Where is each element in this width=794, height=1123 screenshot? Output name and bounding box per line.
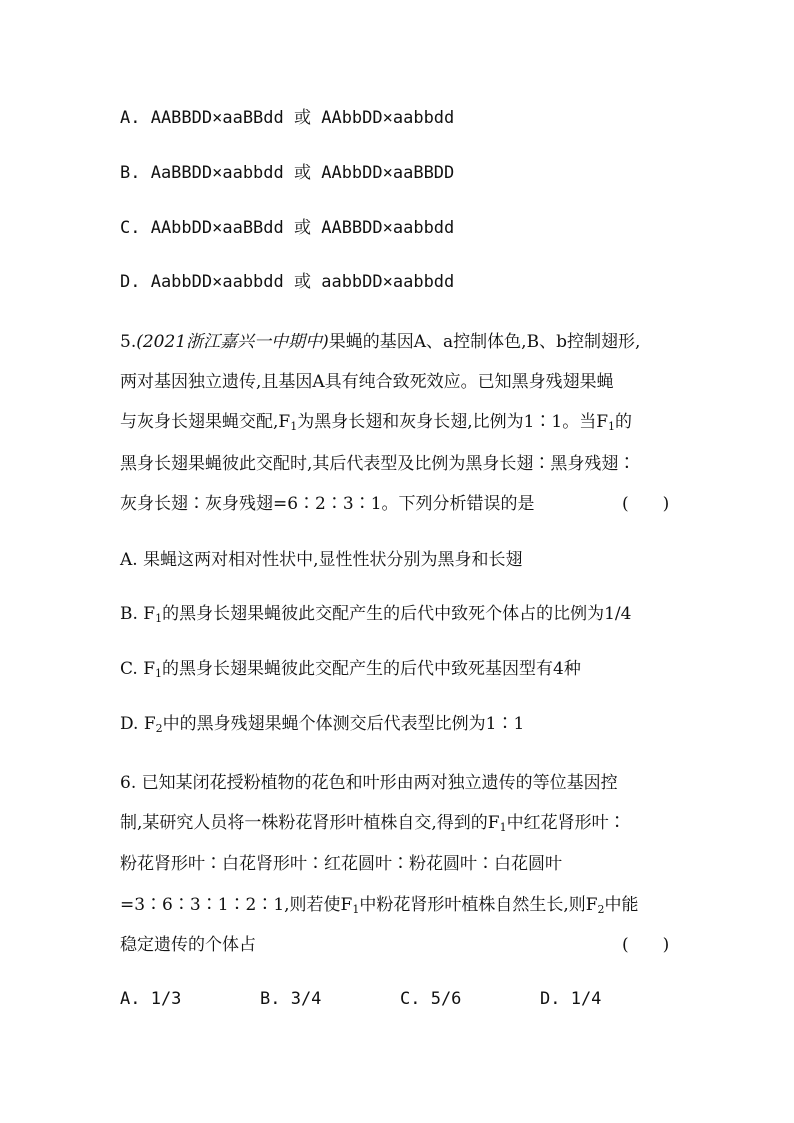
q6-line4-b: 中粉花肾形叶植株自然生长,则F <box>359 895 598 915</box>
q6-option-a: A. 1/3 <box>120 989 182 1009</box>
q6-option-c: C. 5/6 <box>400 989 462 1009</box>
q5-line3-a: 与灰身长翅果蝇交配,F <box>120 412 291 432</box>
q6-line-3: 粉花肾形叶∶白花肾形叶∶红花圆叶∶粉花圆叶∶白花圆叶 <box>120 854 562 874</box>
q5-line1-text: 果蝇的基因A、a控制体色,B、b控制翅形, <box>328 332 641 352</box>
q5-option-d <box>120 712 524 736</box>
q6-answer-paren: ( ) <box>622 935 670 955</box>
q5-option-c-pre: C. F <box>120 659 156 679</box>
q5-line3-sub2: 1 <box>608 420 616 433</box>
q5-option-c <box>120 657 581 681</box>
q6-line-2 <box>120 811 626 835</box>
q6-line4-sub2: 2 <box>597 903 605 916</box>
q6-option-d: D. 1/4 <box>540 989 602 1009</box>
q5-answer-paren: ( ) <box>622 494 670 514</box>
q6-line4-a: =3∶6∶3∶1∶2∶1,则若使F <box>120 895 353 915</box>
q5-option-b-sub: 1 <box>155 612 163 625</box>
q5-option-a: A. 果蝇这两对相对性状中,显性性状分别为黑身和长翅 <box>120 550 523 570</box>
q5-option-d-post: 中的黑身残翅果蝇个体测交后代表型比例为1∶1 <box>162 714 525 734</box>
q5-option-d-pre: D. F <box>120 714 156 734</box>
q5-option-c-post: 的黑身长翅果蝇彼此交配产生的后代中致死基因型有4种 <box>162 659 581 679</box>
q6-line4-sub: 1 <box>352 903 360 916</box>
q6-line2-sub: 1 <box>499 821 507 834</box>
prev-option-d: D. AabbDD×aabbdd 或 aabbDD×aabbdd <box>120 272 455 292</box>
q6-line-4 <box>120 893 639 917</box>
q5-line-4: 黑身长翅果蝇彼此交配时,其后代表型及比例为黑身长翅∶黑身残翅∶ <box>120 454 636 474</box>
q5-line3-sub: 1 <box>290 420 298 433</box>
q5-option-b <box>120 602 631 626</box>
q5-option-d-sub: 2 <box>155 722 163 735</box>
q5-line-2: 两对基因独立遗传,且基因A具有纯合致死效应。已知黑身残翅果蝇 <box>120 372 614 392</box>
q5-line3-b: 为黑身长翅和灰身长翅,比例为1∶1。当F <box>297 412 609 432</box>
q5-option-c-sub: 1 <box>155 667 163 680</box>
q6-option-b: B. 3/4 <box>260 989 322 1009</box>
q5-line-1 <box>120 330 640 354</box>
prev-option-c: C. AAbbDD×aaBBdd 或 AABBDD×aabbdd <box>120 218 455 238</box>
q6-line-5: 稳定遗传的个体占 <box>120 935 256 955</box>
prev-option-b: B. AaBBDD×aabbdd 或 AAbbDD×aaBBDD <box>120 163 455 183</box>
q5-option-b-post: 的黑身长翅果蝇彼此交配产生的后代中致死个体占的比例为1/4 <box>162 604 632 624</box>
q6-line4-c: 中能 <box>604 895 639 915</box>
q6-line2-b: 中红花肾形叶∶ <box>506 813 626 833</box>
q5-line3-c: 的 <box>615 412 633 432</box>
q6-line2-a: 制,某研究人员将一株粉花肾形叶植株自交,得到的F <box>120 813 500 833</box>
q5-line-5: 灰身长翅∶灰身残翅=6∶2∶3∶1。下列分析错误的是 <box>120 494 535 514</box>
q5-number: 5. <box>120 332 137 352</box>
prev-option-a: A. AABBDD×aaBBdd 或 AAbbDD×aabbdd <box>120 108 455 128</box>
q5-option-b-pre: B. F <box>120 604 156 624</box>
q5-line-3 <box>120 410 632 434</box>
q6-options <box>120 987 680 1011</box>
q6-line-1: 6. 已知某闭花授粉植物的花色和叶形由两对独立遗传的等位基因控 <box>120 773 618 793</box>
q5-source: (2021浙江嘉兴一中期中) <box>136 332 329 352</box>
